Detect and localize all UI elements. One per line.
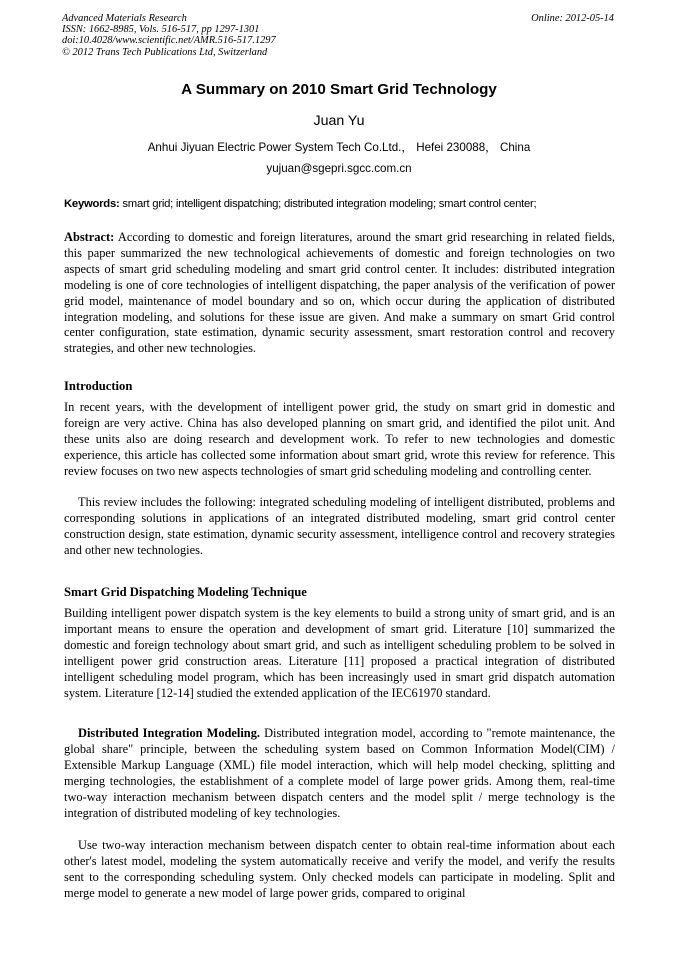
keywords-text: smart grid; intelligent dispatching; distributed integration modeling; smart control center; bbox=[122, 198, 537, 210]
affiliation: Anhui Jiyuan Electric Power System Tech Co.Ltd.， Hefei 230088， China bbox=[147, 141, 531, 154]
journal-name: Advanced Materials Research bbox=[62, 13, 187, 24]
keywords bbox=[64, 198, 616, 210]
online-date: Online: 2012-05-14 bbox=[531, 13, 614, 24]
section-heading-dispatching: Smart Grid Dispatching Modeling Technique bbox=[64, 585, 307, 599]
intro-paragraph-2: This review includes the following: integrated scheduling modeling of intelligent distributed, problems and corresponding solutions in applications of an integrated distributed modeling, smart grid control center construction design, state estimation, dynamic security assessment, intelligence control and recovery strategies and other new technologies. bbox=[64, 495, 615, 557]
journal-metadata bbox=[62, 13, 276, 58]
paper-title: A Summary on 2010 Smart Grid Technology bbox=[181, 81, 497, 98]
abstract bbox=[64, 230, 615, 357]
abstract-text: According to domestic and foreign literatures, around the smart grid researching in related fields, this paper summarized the new technological achievements of domestic and foreign technologies on two aspects of smart grid scheduling modeling and smart grid control center. It includes: distributed integration modeling is one of core technologies of intelligent dispatching, the paper analysis of the verification of power grid model, maintenance of model boundary and so on, which occur during the application of distributed integration modeling, and solutions for these issue are given. And make a summary on smart Grid control center configuration, state estimation, dynamic security assessment, smart restoration control and recovery strategies, and other new technologies. bbox=[64, 230, 615, 356]
keywords-label: Keywords: bbox=[64, 198, 120, 210]
subsection-label: Distributed Integration Modeling. bbox=[78, 726, 260, 740]
section2-paragraph-3: Use two-way interaction mechanism between dispatch center to obtain real-time information about each other's latest model, modeling the system automatically receive and verify the model, and verify the results sent to the corresponding scheduling system. Only checked models can participate in modeling. Split and merge model to generate a new model of large power grids, compared to original bbox=[64, 838, 615, 900]
doi-line: doi:10.4028/www.scientific.net/AMR.516-517.1297 bbox=[62, 35, 276, 47]
author-email: yujuan@sgepri.sgcc.com.cn bbox=[266, 162, 412, 175]
section2-paragraph-2 bbox=[64, 726, 615, 821]
intro-paragraph-1: In recent years, with the development of intelligent power grid, the study on smart grid in domestic and foreign are very active. China has also developed planning on smart grid, and identified the pilot unit. And these units also are doing research and development work. To refer to new technologies and domestic experience, this article has collected some information about smart grid, wrote this review for reference. This review focuses on two new aspects technologies of smart grid scheduling modeling and controlling center. bbox=[64, 400, 615, 478]
abstract-label: Abstract: bbox=[64, 230, 115, 244]
section-heading-introduction: Introduction bbox=[64, 379, 133, 393]
issn-line: ISSN: 1662-8985, Vols. 516-517, pp 1297-1301 bbox=[62, 24, 260, 36]
section2-paragraph-1: Building intelligent power dispatch system is the key elements to build a strong unity of smart grid, and is an important means to ensure the operation and development of smart grid. Literature [10] summarized the domestic and foreign technology about smart grid, and such as intelligent scheduling problem to be solved in intelligent power grid construction areas. Literature [11] proposed a practical integration of distributed intelligent scheduling model program, which has been increasingly used in smart grid dispatch automation system. Literature [12-14] studied the extended application of the IEC61970 standard. bbox=[64, 606, 615, 700]
section2-paragraph-2-text: Distributed integration model, according to "remote maintenance, the global share" principle, between the scheduling system based on Common Information Model(CIM) / Extensible Markup Language (XML) file model interaction, which will help model checking, splitting and merging technologies, the establishment of a complete model of large power grids. Among them, real-time two-way interaction mechanism between dispatch centers and the model split / merge technology is the integration of distributed modeling of key technologies. bbox=[64, 726, 615, 820]
author-name: Juan Yu bbox=[313, 113, 365, 129]
copyright-line: © 2012 Trans Tech Publications Ltd, Switzerland bbox=[62, 46, 268, 58]
